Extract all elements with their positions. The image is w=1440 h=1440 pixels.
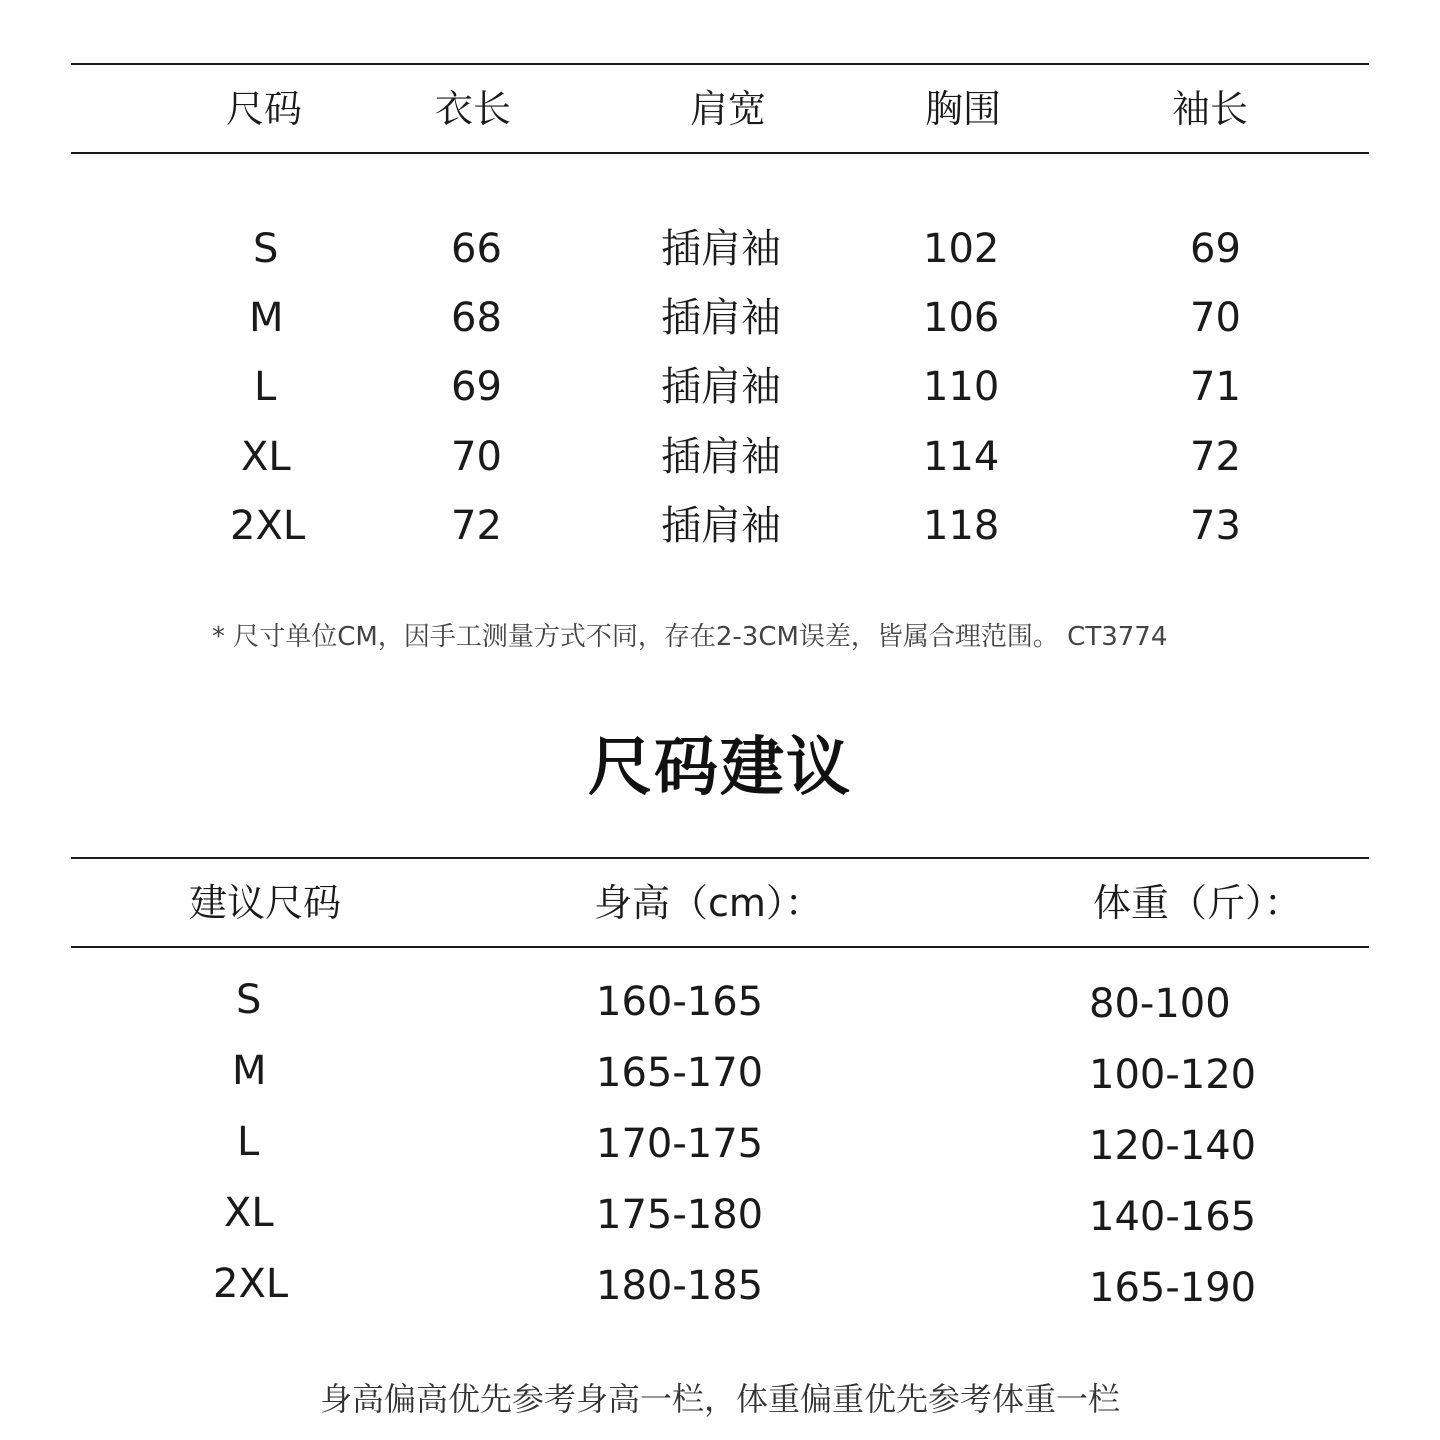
rec-cell-height: 165-170 <box>596 1050 764 1096</box>
table-cell-size: 2XL <box>230 503 306 549</box>
table-cell-chest: 102 <box>923 226 1000 272</box>
table1-top-rule <box>71 63 1369 65</box>
header-shoulder: 肩宽 <box>690 87 767 131</box>
table-cell-length: 70 <box>451 434 502 480</box>
rec-cell-size: S <box>236 977 262 1023</box>
measurement-note: * 尺寸单位CM，因手工测量方式不同，存在2-3CM误差，皆属合理范围。 CT3774 <box>212 622 1168 652</box>
table-cell-chest: 114 <box>923 434 1000 480</box>
table2-top-rule <box>71 857 1369 859</box>
table-cell-size: XL <box>241 434 291 480</box>
table-cell-length: 66 <box>451 226 502 272</box>
table-cell-shoulder: 插肩袖 <box>661 364 781 410</box>
rec-cell-weight: 140-165 <box>1089 1194 1257 1240</box>
table2-header-rule <box>71 946 1369 948</box>
table-cell-sleeve: 73 <box>1190 503 1241 549</box>
header-sleeve: 袖长 <box>1172 87 1249 131</box>
table-cell-shoulder: 插肩袖 <box>661 434 781 480</box>
footer-advice: 身高偏高优先参考身高一栏，体重偏重优先参考体重一栏 <box>319 1380 1120 1418</box>
table-cell-size: M <box>249 295 284 341</box>
table-cell-shoulder: 插肩袖 <box>661 226 781 272</box>
header-length: 衣长 <box>435 87 512 131</box>
header-recommended-size: 建议尺码 <box>189 881 342 925</box>
rec-cell-size: M <box>232 1048 267 1094</box>
header-height: 身高（cm）： <box>594 881 823 925</box>
table-cell-length: 69 <box>451 364 502 410</box>
table-cell-sleeve: 72 <box>1190 434 1241 480</box>
rec-cell-size: XL <box>224 1190 274 1236</box>
table-cell-shoulder: 插肩袖 <box>661 295 781 341</box>
rec-cell-size: 2XL <box>213 1261 289 1307</box>
rec-cell-height: 160-165 <box>596 979 764 1025</box>
table-cell-sleeve: 69 <box>1190 226 1241 272</box>
rec-cell-height: 180-185 <box>596 1263 764 1309</box>
table-cell-chest: 118 <box>923 503 1000 549</box>
table-cell-length: 68 <box>451 295 502 341</box>
table-cell-shoulder: 插肩袖 <box>661 503 781 549</box>
table-cell-chest: 110 <box>923 364 1000 410</box>
table-cell-size: S <box>253 226 279 272</box>
table-cell-length: 72 <box>451 503 502 549</box>
rec-cell-weight: 120-140 <box>1089 1123 1257 1169</box>
header-chest: 胸围 <box>925 87 1002 131</box>
rec-cell-height: 175-180 <box>596 1192 764 1238</box>
table-cell-sleeve: 70 <box>1190 295 1241 341</box>
rec-cell-weight: 165-190 <box>1089 1265 1257 1311</box>
rec-cell-size: L <box>237 1119 260 1165</box>
table1-header-rule <box>71 152 1369 154</box>
table-cell-sleeve: 71 <box>1190 364 1241 410</box>
rec-cell-weight: 80-100 <box>1089 981 1231 1027</box>
table-cell-size: L <box>254 364 277 410</box>
header-size: 尺码 <box>226 87 303 131</box>
rec-cell-height: 170-175 <box>596 1121 764 1167</box>
rec-cell-weight: 100-120 <box>1089 1052 1257 1098</box>
header-weight: 体重（斤）： <box>1093 881 1303 925</box>
section-title: 尺码建议 <box>588 731 852 805</box>
table-cell-chest: 106 <box>923 295 1000 341</box>
